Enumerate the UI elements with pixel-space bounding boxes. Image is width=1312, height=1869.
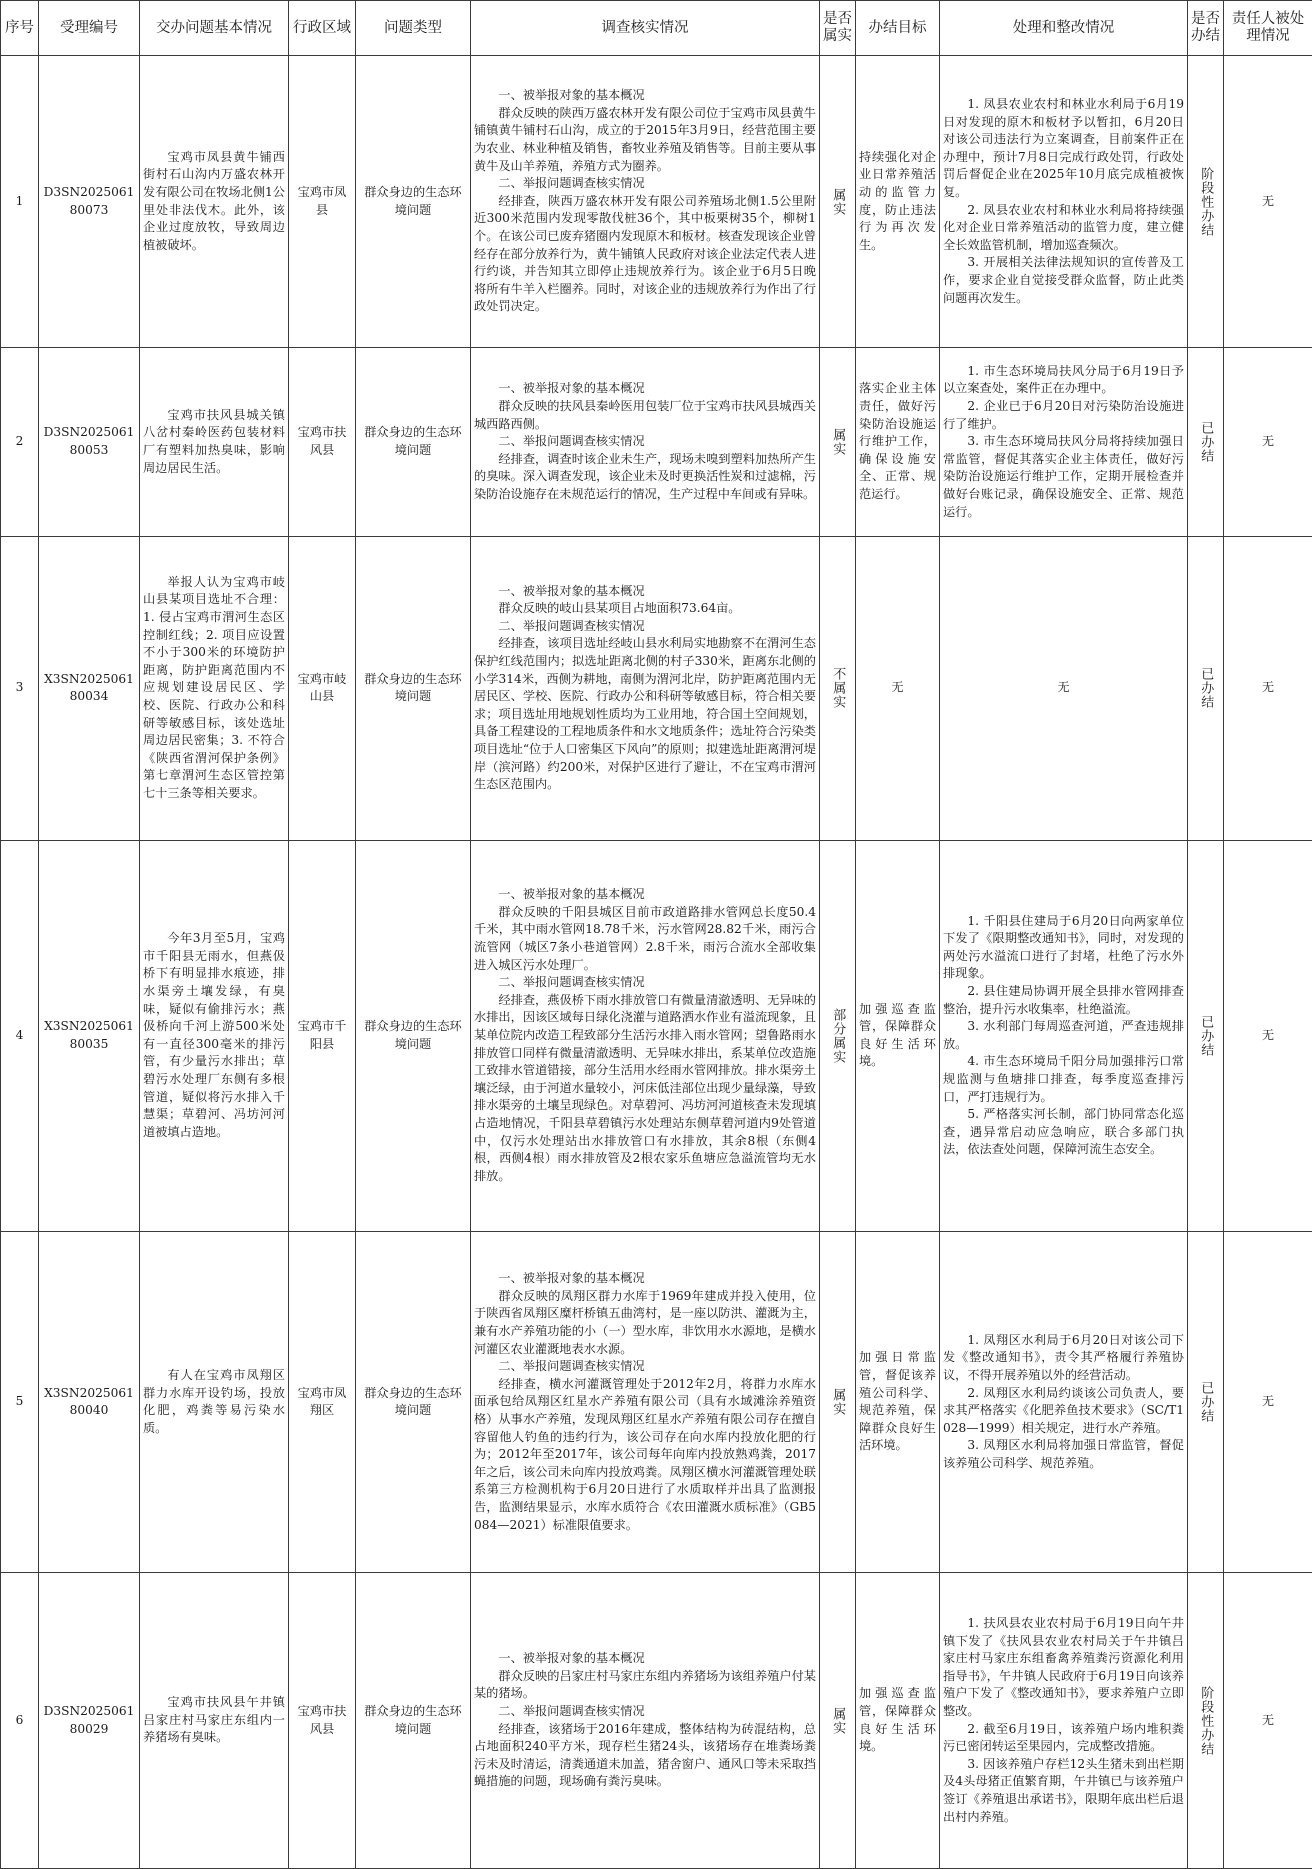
verified-status	[820, 56, 856, 348]
region: 宝鸡市凤翔区	[289, 1232, 356, 1573]
header-rectification: 处理和整改情况	[940, 1, 1188, 56]
case-code: X3SN202506180040	[39, 1232, 140, 1573]
rectification-paragraph: 2. 县住建局协调开展全县排水管网排查整治，提升污水收集率，杜绝溢流。	[943, 984, 1184, 1016]
row-number: 3	[1, 536, 39, 840]
rectification-paragraph: 3. 因该养殖户存栏12头生猪未到出栏期及4头母猪正值繁育期，午井镇已与该养殖户签订《养殖退出承诺书》，限期年底出栏后退出村内养殖。	[943, 1756, 1184, 1824]
case-description	[140, 56, 289, 348]
verified-status-text: 属实	[830, 187, 846, 216]
verified-status	[820, 536, 856, 840]
verified-status-text: 部分属实	[830, 1007, 846, 1064]
region: 宝鸡市千阳县	[289, 840, 356, 1232]
header-code: 受理编号	[39, 1, 140, 56]
verified-status-text: 不属实	[830, 667, 846, 710]
rectification-paragraph: 2. 凤县农业农村和林业水利局将持续强化对企业日常养殖活动的监管力度，建立健全长效监管机制，增加巡查频次。	[943, 202, 1184, 252]
rectification-paragraph: 1. 凤翔区水利局于6月20日对该公司下发《整改通知书》，责令其严格履行养殖协议，不得开展养殖以外的经营活动。	[943, 1332, 1184, 1382]
header-verified: 是否属实	[820, 1, 856, 56]
verified-status	[820, 1573, 856, 1869]
table-row	[1, 1232, 1312, 1573]
case-code: X3SN202506180034	[39, 536, 140, 840]
header-goal: 办结目标	[856, 1, 940, 56]
investigation-paragraph: 经排查，燕伋桥下雨水排放管口有微量清澈透明、无异味的水排出，因该区域每日绿化浇灌与道路洒水作业有溢流现象，且某单位院内改造工程致部分生活污水排入雨水管网；望鲁路雨水排放管口同样有微量清澈透明、无异味水排出，系某单位改造施工致排水管道错接，部分生活用水经雨水管网排放。排水渠旁土壤泛绿，由于河道水量较小，河床低洼部位出现少量绿藻，导致排水渠旁的土壤呈现绿色。对草碧河、冯坊河河道核查未发现填占造地情况，千阳县草碧镇污水处理站东侧草碧河道内9处管道中，仅污水处理站出水排放管口有水排放，其余8根（东侧4根，西侧4根）雨水排放管及2根农家乐鱼塘应急溢流管均无水排放。	[474, 992, 816, 1183]
verified-status-text: 属实	[830, 427, 846, 456]
closure-goal: 落实企业主体责任，做好污染防治设施运行维护工作，确保设施安全、正常、规范运行。	[856, 348, 940, 537]
rectification-paragraph: 3. 市生态环境局扶风分局将持续加强日常监管，督促其落实企业主体责任，做好污染防治设施运行维护工作，定期开展检查并做好台账记录，确保设施安全、正常、规范运行。	[943, 434, 1184, 519]
row-number: 4	[1, 840, 39, 1232]
investigation-paragraph: 经排查，该猪场于2016年建成，整体结构为砖混结构，总占地面积240平方米，现存栏生猪24头，该猪场存在堆粪场粪污未及时清运，清粪通道未加盖，猪舍窗户、通风口等未采取挡蝇措施的问题，现场确有粪污臭味。	[474, 1721, 816, 1789]
header-investigation: 调查核实情况	[471, 1, 820, 56]
header-region: 行政区域	[289, 1, 356, 56]
closed-status-text: 已办结	[1198, 667, 1214, 710]
verified-status	[820, 1232, 856, 1573]
rectification-paragraph: 1. 市生态环境局扶风分局于6月19日予以立案查处，案件正在办理中。	[943, 363, 1184, 396]
investigation-paragraph: 群众反映的扶风县秦岭医用包装厂位于宝鸡市扶风县城西关城西路西侧。	[474, 398, 816, 431]
closed-status	[1188, 1232, 1224, 1573]
closed-status-text: 已办结	[1198, 1014, 1214, 1057]
investigation	[471, 536, 820, 840]
case-code: X3SN202506180035	[39, 840, 140, 1232]
investigation-paragraph: 二、举报问题调查核实情况	[498, 434, 645, 449]
investigation	[471, 348, 820, 537]
investigation-paragraph: 群众反映的岐山县某项目占地面积73.64亩。	[498, 601, 741, 616]
closed-status-text: 已办结	[1198, 1381, 1214, 1424]
rectification-paragraph: 1. 扶风县农业农村局于6月19日向午井镇下发了《扶风县农业农村局关于午井镇吕家庄村马家庄东组畜禽养殖粪污资源化利用指导书》，午井镇人民政府于6月19日向该养殖户下发了《整改通知书》，要求养殖户立即整改。	[943, 1616, 1184, 1719]
rectification-paragraph: 5. 严格落实河长制，部门协同常态化巡查，遇异常启动应急响应，联合多部门执法，依法查处问题，保障河流生态安全。	[943, 1107, 1184, 1157]
region: 宝鸡市扶风县	[289, 1573, 356, 1869]
case-description	[140, 536, 289, 840]
investigation-paragraph: 二、举报问题调查核实情况	[498, 176, 645, 191]
rectification	[940, 1573, 1188, 1869]
header-closed: 是否办结	[1188, 1, 1224, 56]
rectification-paragraph: 2. 企业已于6月20日对污染防治设施进行了维护。	[943, 398, 1184, 431]
investigation-paragraph: 一、被举报对象的基本概况	[498, 88, 645, 103]
problem-type: 群众身边的生态环境问题	[356, 1232, 471, 1573]
closure-goal: 加强巡查监管，保障群众良好生活环境。	[856, 840, 940, 1232]
rectification	[940, 840, 1188, 1232]
case-description-text: 有人在宝鸡市凤翔区群力水库开设钓场，投放化肥，鸡粪等易污染水质。	[143, 1367, 285, 1435]
investigation	[471, 840, 820, 1232]
investigation-paragraph: 经排查，横水河灌溉管理处于2012年2月，将群力水库水面承包给凤翔区红星水产养殖有限公司（具有水域滩涂养殖资格）从事水产养殖，发现凤翔区红星水产养殖有限公司存在擅自容留他人钓鱼的违约行为，该公司存在向水库内投放化肥的行为；2012年至2017年，该公司每年向库内投放熟鸡粪，2017年之后，该公司未向库内投放鸡粪。凤翔区横水河灌溉管理处联系第三方检测机构于6月20日进行了水质取样并出具了监测报告，监测结果显示，水库水质符合《农田灌溉水质标准》（GB5084—2021）标准限值要求。	[474, 1376, 816, 1532]
verified-status-text: 属实	[830, 1706, 846, 1735]
header-type: 问题类型	[356, 1, 471, 56]
rectification-paragraph: 1. 千阳县住建局于6月20日向两家单位下发了《限期整改通知书》，同时，对发现的两处污水溢流口进行了封堵，杜绝了污水外排现象。	[943, 913, 1184, 981]
table-row	[1, 56, 1312, 348]
investigation-paragraph: 群众反映的吕家庄村马家庄东组内养猪场为该组养殖户付某某的猪场。	[474, 1668, 816, 1701]
closed-status	[1188, 348, 1224, 537]
investigation-paragraph: 二、举报问题调查核实情况	[498, 1359, 645, 1374]
rectification-paragraph: 1. 凤县农业农村和林业水利局于6月19日对发现的原木和板材予以暂扣，6月20日对该公司违法行为立案调查，目前案件正在办理中，预计7月8日完成行政处罚，行政处罚后督促企业在2025年10月底完成植被恢复。	[943, 97, 1184, 199]
investigation-paragraph: 经排查，调查时该企业未生产，现场未嗅到塑料加热所产生的臭味。深入调查发现，该企业未及时更换活性炭和过滤棉，污染防治设施存在未规范运行的情况，生产过程中车间或有异味。	[474, 451, 816, 501]
investigation-paragraph: 二、举报问题调查核实情况	[498, 975, 645, 990]
closure-goal: 持续强化对企业日常养殖活动的监管力度，防止违法行为再次发生。	[856, 56, 940, 348]
closed-status	[1188, 1573, 1224, 1869]
case-description	[140, 1573, 289, 1869]
rectification-paragraph: 3. 凤翔区水利局将加强日常监管，督促该养殖公司科学、规范养殖。	[943, 1438, 1184, 1470]
investigation-paragraph: 群众反映的陕西万盛农林开发有限公司位于宝鸡市凤县黄牛铺镇黄牛铺村石山沟，成立的于2015年3月9日，经营范围主要为农业、林业种植及销售，畜牧业养殖及销售等。目前主要从事黄牛及山羊养殖，养殖方式为圈养。	[474, 105, 816, 173]
accountability: 无	[1224, 840, 1312, 1232]
accountability: 无	[1224, 348, 1312, 537]
closed-status-text: 阶段性办结	[1198, 166, 1214, 237]
row-number: 2	[1, 348, 39, 537]
table-header-row	[1, 1, 1312, 56]
case-description-text: 今年3月至5月，宝鸡市千阳县无雨水，但燕伋桥下有明显排水痕迹，排水渠旁土壤发绿，有臭味，疑似有偷排污水；燕伋桥向千河上游500米处有一直径300毫米的排污管，有少量污水排出；草碧污水处理厂东侧有多根管道，疑似将污水排入千慧渠；草碧河、冯坊河河道被填占造地。	[143, 931, 285, 1139]
case-code: D3SN202506180029	[39, 1573, 140, 1869]
investigation-paragraph: 群众反映的千阳县城区目前市政道路排水管网总长度50.4千米，其中雨水管网18.78千米，污水管网28.82千米，雨污合流管网（城区7条小巷道管网）2.8千米，雨污合流水全部收集进入城区污水处理厂。	[474, 904, 816, 972]
rectification	[940, 56, 1188, 348]
investigation-paragraph: 群众反映的凤翔区群力水库于1969年建成并投入使用，位于陕西省凤翔区糜杆桥镇五曲湾村，是一座以防洪、灌溉为主，兼有水产养殖功能的小（一）型水库，非饮用水水源地，是横水河灌区农业灌溉地表水水源。	[474, 1288, 816, 1356]
table-row	[1, 348, 1312, 537]
rectification-paragraph: 4. 市生态环境局千阳分局加强排污口常规监测与鱼塘排口排查，每季度巡查排污口，严打违规行为。	[943, 1054, 1184, 1104]
closed-status-text: 已办结	[1198, 420, 1214, 463]
accountability: 无	[1224, 56, 1312, 348]
case-description-text: 宝鸡市扶风县午井镇吕家庄村马家庄东组内一养猪场有臭味。	[143, 1695, 285, 1745]
investigation-paragraph: 一、被举报对象的基本概况	[498, 1271, 645, 1286]
case-description	[140, 840, 289, 1232]
case-description-text: 宝鸡市扶风县城关镇八岔村秦岭医药包装材料厂有塑料加热臭味，影响周边居民生活。	[143, 407, 285, 475]
case-code: D3SN202506180073	[39, 56, 140, 348]
closed-status	[1188, 536, 1224, 840]
investigation-paragraph: 经排查，陕西万盛农林开发有限公司养殖场北侧1.5公里附近300米范围内发现零散伐桩36个，其中板栗树35个，柳树1个。在该公司已废弃猪圈内发现原木和板材。核查发现该企业曾经存在部分放养行为，黄牛铺镇人民政府对该企业法定代表人进行约谈，并告知其立即停止违规放养行为。该企业于6月5日晚将所有牛羊入栏圈养。同时，对该企业的违规放养行为作出了行政处罚决定。	[474, 193, 816, 314]
problem-type: 群众身边的生态环境问题	[356, 1573, 471, 1869]
investigation-paragraph: 一、被举报对象的基本概况	[498, 1651, 645, 1666]
rectification-paragraph: 2. 截至6月19日，该养殖户场内堆积粪污已密闭转运至果园内，完成整改措施。	[943, 1721, 1184, 1754]
problem-type: 群众身边的生态环境问题	[356, 840, 471, 1232]
case-description	[140, 1232, 289, 1573]
investigation-paragraph: 一、被举报对象的基本概况	[498, 887, 645, 902]
rectification-paragraph: 2. 凤翔区水利局约谈该公司负责人，要求其严格落实《化肥养鱼技术要求》（SC/T1028—1999）相关规定，进行水产养殖。	[943, 1385, 1184, 1435]
rectification	[940, 1232, 1188, 1573]
row-number: 6	[1, 1573, 39, 1869]
table-row	[1, 1573, 1312, 1869]
case-description-text: 宝鸡市凤县黄牛铺西街村石山沟内万盛农林开发有限公司在牧场北侧1公里处非法伐木。此外，该企业过度放牧，导致周边植被破坏。	[143, 149, 285, 252]
investigation-paragraph: 一、被举报对象的基本概况	[498, 381, 645, 396]
closed-status-text: 阶段性办结	[1198, 1685, 1214, 1756]
table-row	[1, 536, 1312, 840]
problem-type: 群众身边的生态环境问题	[356, 536, 471, 840]
rectification-paragraph: 3. 水利部门每周巡查河道，严查违规排放。	[943, 1019, 1184, 1051]
investigation-paragraph: 经排查，该项目选址经岐山县水利局实地勘察不在渭河生态保护红线范围内；拟选址距离北侧的村子330米，距离东北侧的小学314米，西侧为耕地，南侧为渭河北岸，防护距离范围内无居民区、学校、医院、行政办公和科研等敏感目标，符合相关要求；项目选址用地规划性质均为工业用地，符合国土空间规划，具备工程建设的工程地质条件和水文地质条件；选址符合污染类项目选址“位于人口密集区下风向”的原则；拟建选址距离渭河堤岸（滨河路）约200米，对保护区进行了避让，不在宝鸡市渭河生态区范围内。	[474, 636, 816, 792]
closure-goal: 加强日常监管，督促该养殖公司科学、规范养殖，保障群众良好生活环境。	[856, 1232, 940, 1573]
case-description	[140, 348, 289, 537]
investigation-paragraph: 二、举报问题调查核实情况	[498, 1704, 645, 1719]
investigation-paragraph: 一、被举报对象的基本概况	[498, 583, 645, 598]
accountability: 无	[1224, 536, 1312, 840]
closure-goal: 无	[856, 536, 940, 840]
header-accountability: 责任人被处理情况	[1224, 1, 1312, 56]
verified-status-text: 属实	[830, 1388, 846, 1417]
problem-type: 群众身边的生态环境问题	[356, 56, 471, 348]
table-row	[1, 840, 1312, 1232]
investigation	[471, 1573, 820, 1869]
investigation	[471, 56, 820, 348]
closed-status	[1188, 56, 1224, 348]
accountability: 无	[1224, 1232, 1312, 1573]
rectification: 无	[940, 536, 1188, 840]
region: 宝鸡市凤县	[289, 56, 356, 348]
row-number: 1	[1, 56, 39, 348]
header-desc: 交办问题基本情况	[140, 1, 289, 56]
rectification-paragraph: 3. 开展相关法律法规知识的宣传普及工作，要求企业自觉接受群众监督，防止此类问题再次发生。	[943, 255, 1184, 305]
closure-goal: 加强巡查监管，保障群众良好生活环境。	[856, 1573, 940, 1869]
closed-status	[1188, 840, 1224, 1232]
problem-type: 群众身边的生态环境问题	[356, 348, 471, 537]
case-code: D3SN202506180053	[39, 348, 140, 537]
accountability: 无	[1224, 1573, 1312, 1869]
investigation-paragraph: 二、举报问题调查核实情况	[498, 618, 645, 633]
case-description-text: 举报人认为宝鸡市岐山县某项目选址不合理：1. 侵占宝鸡市渭河生态区控制红线；2. 项目应设置不小于300米的环境防护距离，防护距离范围内不应规划建设居民区、学校、医院、行政办公和科研等敏感目标，该处选址周边居民密集；3. 不符合《陕西省渭河保护条例》第七章渭河生态区管控第七十三条等相关要求。	[143, 574, 285, 800]
rectification	[940, 348, 1188, 537]
region: 宝鸡市岐山县	[289, 536, 356, 840]
row-number: 5	[1, 1232, 39, 1573]
verified-status	[820, 348, 856, 537]
header-no: 序号	[1, 1, 39, 56]
verified-status	[820, 840, 856, 1232]
investigation	[471, 1232, 820, 1573]
region: 宝鸡市扶风县	[289, 348, 356, 537]
